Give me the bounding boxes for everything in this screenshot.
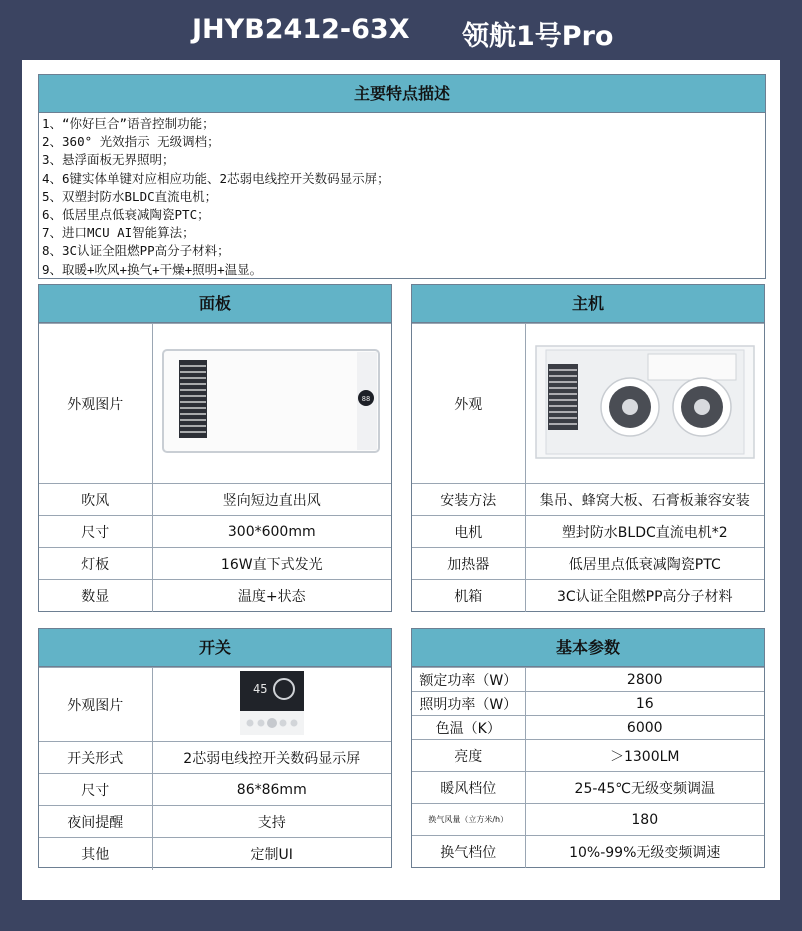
row-value: 180 (525, 804, 764, 836)
row-label: 加热器 (412, 548, 525, 580)
row-label: 夜间提醒 (39, 806, 152, 838)
table-row (412, 804, 764, 836)
row-value: 温度+状态 (152, 580, 391, 612)
row-value: 支持 (152, 806, 391, 838)
panel-header: 面板 (39, 285, 391, 323)
feature-item: 5、双塑封防水BLDC直流电机； (42, 188, 218, 204)
params-header: 基本参数 (412, 629, 764, 667)
table-row (412, 580, 764, 612)
feature-item: 4、6键实体单键对应相应功能、2芯弱电线控开关数码显示屏； (42, 170, 390, 186)
table-row (412, 740, 764, 772)
features-section (38, 74, 766, 279)
panel-image-label: 外观图片 (39, 324, 152, 484)
table-row (412, 484, 764, 516)
row-value: 2800 (525, 668, 764, 692)
host-image-label: 外观 (412, 324, 525, 484)
table-row (412, 516, 764, 548)
table-row (39, 838, 391, 870)
table-row (412, 836, 764, 868)
table-row (412, 716, 764, 740)
switch-table (39, 667, 391, 870)
row-value: 86*86mm (152, 774, 391, 806)
series-name: 领航1号Pro (462, 21, 614, 52)
row-label: 亮度 (412, 740, 525, 772)
host-header: 主机 (412, 285, 764, 323)
feature-item: 7、进口MCU AI智能算法； (42, 225, 195, 241)
params-section (411, 628, 765, 868)
row-label: 照明功率（W） (412, 692, 525, 716)
row-value: 塑封防水BLDC直流电机*2 (525, 516, 764, 548)
row-label: 数显 (39, 580, 152, 612)
row-label: 安装方法 (412, 484, 525, 516)
table-row (412, 548, 764, 580)
table-row (39, 774, 391, 806)
feature-item: 1、“你好巨合”语音控制功能； (42, 116, 215, 131)
table-row (39, 548, 391, 580)
row-label: 换气档位 (412, 836, 525, 868)
row-label: 吹风 (39, 484, 152, 516)
row-value: 300*600mm (152, 516, 391, 548)
row-label: 电机 (412, 516, 525, 548)
row-label: 尺寸 (39, 516, 152, 548)
switch-display-digits: 45 (252, 681, 268, 696)
row-value: 集吊、蜂窝大板、石膏板兼容安装 (525, 484, 764, 516)
row-label: 其他 (39, 838, 152, 870)
table-row (39, 484, 391, 516)
row-label: 暖风档位 (412, 772, 525, 804)
row-value: 竖向短边直出风 (152, 484, 391, 516)
table-row (39, 580, 391, 612)
feature-item: 6、低居里点低衰减陶瓷PTC； (42, 207, 210, 223)
host-product-image (532, 340, 758, 464)
row-label: 额定功率（W） (412, 668, 525, 692)
page-title (0, 0, 802, 68)
host-image-cell (525, 324, 764, 484)
row-value: 2芯弱电线控开关数码显示屏 (152, 742, 391, 774)
table-row (412, 692, 764, 716)
row-label: 机箱 (412, 580, 525, 612)
switch-image-cell (152, 668, 391, 742)
row-label: 灯板 (39, 548, 152, 580)
host-table (412, 323, 764, 612)
row-value: 3C认证全阻燃PP高分子材料 (525, 580, 764, 612)
table-row (412, 668, 764, 692)
row-value: 定制UI (152, 838, 391, 870)
switch-image-label: 外观图片 (39, 668, 152, 742)
row-label: 色温（K） (412, 716, 525, 740)
feature-item: 9、取暖+吹风+换气+干燥+照明+温显。 (42, 261, 263, 277)
panel-table (39, 323, 391, 612)
features-list (39, 113, 765, 279)
row-value: 低居里点低衰减陶瓷PTC (525, 548, 764, 580)
params-table (412, 667, 764, 868)
table-row (412, 772, 764, 804)
panel-image-cell (152, 324, 391, 484)
table-row (39, 324, 391, 484)
row-value: 16W直下式发光 (152, 548, 391, 580)
row-label: 尺寸 (39, 774, 152, 806)
panel-product-image (161, 346, 383, 458)
row-value: 10%-99%无级变频调速 (525, 836, 764, 868)
table-row (39, 806, 391, 838)
feature-item: 3、悬浮面板无界照明； (42, 152, 175, 168)
feature-item: 2、360° 光效指示 无级调档； (42, 134, 220, 150)
table-row (39, 668, 391, 742)
model-number: JHYB2412-63X (192, 14, 410, 45)
panel-display-digits: 88 (361, 394, 370, 403)
switch-header: 开关 (39, 629, 391, 667)
table-row (412, 324, 764, 484)
row-label: 开关形式 (39, 742, 152, 774)
table-row (39, 742, 391, 774)
switch-section (38, 628, 392, 868)
switch-product-image (240, 671, 304, 735)
features-header: 主要特点描述 (39, 75, 765, 113)
row-value: 16 (525, 692, 764, 716)
feature-item: 8、3C认证全阻燃PP高分子材料； (42, 243, 230, 259)
row-value: 25-45℃无级变频调温 (525, 772, 764, 804)
row-label: 换气风量（立方米/h） (412, 804, 525, 836)
table-row (39, 516, 391, 548)
panel-section (38, 284, 392, 612)
row-value: 6000 (525, 716, 764, 740)
row-value: ＞1300LM (525, 740, 764, 772)
host-section (411, 284, 765, 612)
